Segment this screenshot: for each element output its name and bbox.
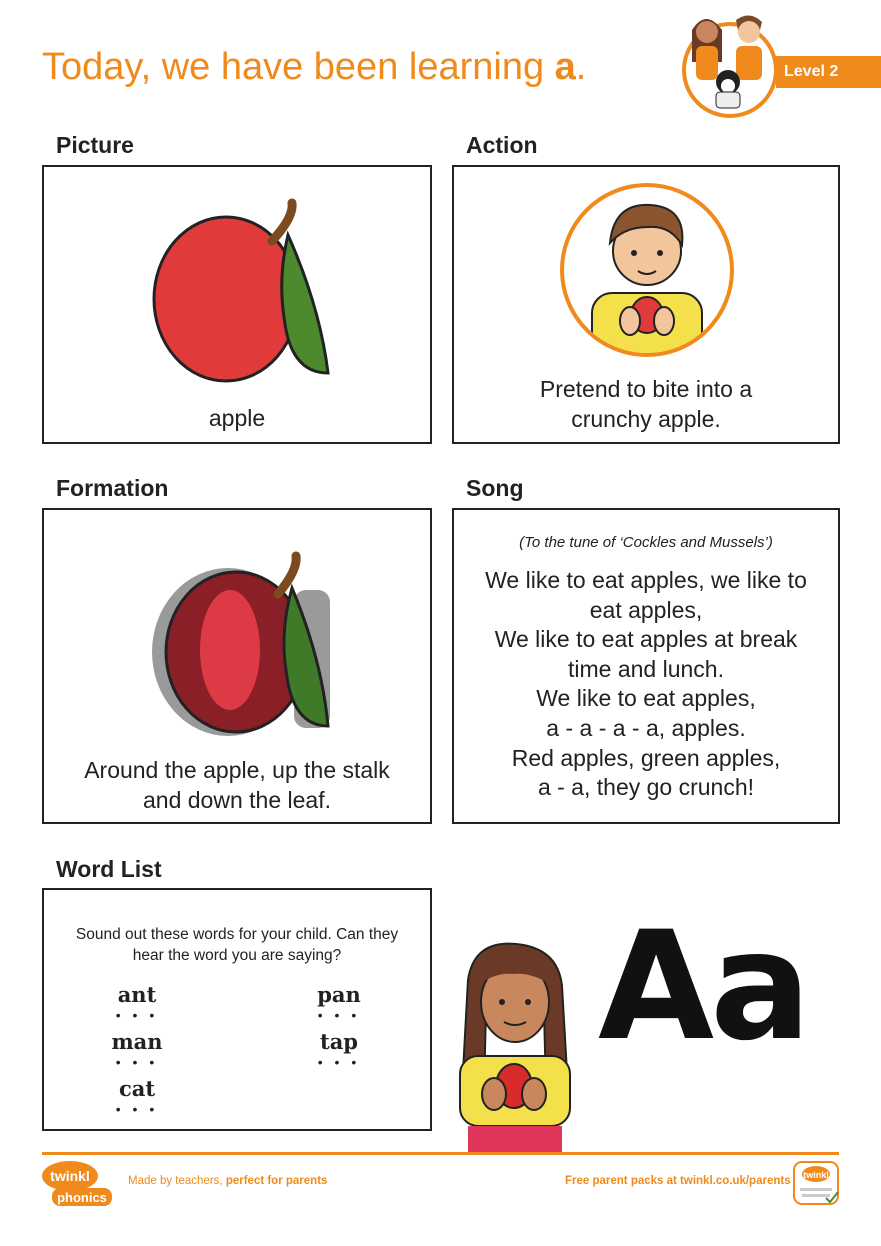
word-man: man [111,1029,163,1054]
picture-label: Picture [56,132,134,158]
footer-divider [42,1152,839,1155]
formation-label: Formation [56,475,169,501]
word-list-label: Word List [56,856,162,882]
svg-text:twinkl: twinkl [50,1168,90,1184]
picture-caption: apple [208,405,266,431]
word-pan: pan [317,982,361,1007]
formation-caption-line-1: Around the apple, up the stalk [84,757,390,783]
boy-eating-apple-icon [558,181,736,359]
sound-dots: • • • [317,1054,361,1070]
twinkl-phonics-logo [42,1160,114,1208]
sound-dots: • • • [317,1007,361,1023]
word-cat: cat [118,1076,156,1101]
formation-card [42,508,432,824]
word-ant: ant [117,982,157,1007]
song-line: time and lunch. [568,655,724,682]
song-label: Song [466,475,524,501]
word-tap: tap [320,1029,358,1054]
letter-a-formation-icon [144,550,344,740]
word-list-card [42,888,432,1131]
word-list-intro: Sound out these words for your child. Can they hear the word you are saying? [75,926,399,964]
picture-card [42,165,432,444]
song-line: We like to eat apples, we like to [485,567,807,593]
song-line: Red apples, green apples, [511,744,781,771]
level-badge: Level 2 [776,56,881,88]
song-lyrics [464,566,828,803]
apple-icon [144,197,334,387]
song-tune-note: (To the tune of ‘Cockles and Mussels’) [519,534,773,551]
song-line: We like to eat apples at break [494,626,798,653]
sound-dots: • • • [115,1007,159,1023]
song-line: a - a, they go crunch! [537,774,755,801]
girl-with-apple-icon [450,940,580,1152]
song-line: a - a - a - a, apples. [546,714,746,741]
quality-standard-badge [792,1160,840,1206]
song-line: We like to eat apples, [536,685,756,712]
footer-made-by: Made by teachers, perfect for parents [128,1175,328,1187]
action-label: Action [466,132,538,158]
action-card [452,165,840,444]
song-line: eat apples, [589,596,703,623]
footer-parent-packs: Free parent packs at twinkl.co.uk/parents [565,1175,791,1187]
page-title: Today, we have been learning a. [42,46,587,88]
action-caption-line-1: Pretend to bite into a [539,376,753,402]
formation-caption-line-2: and down the leaf. [143,787,331,813]
sound-dots: • • • [115,1054,159,1070]
action-caption-line-2: crunchy apple. [571,406,721,432]
big-letter-aa: Aa [598,900,808,1074]
sound-dots: • • • [115,1101,159,1117]
children-mascot-logo [680,6,780,118]
svg-text:twinkl: twinkl [803,1170,829,1180]
svg-text:phonics: phonics [57,1190,107,1205]
song-card [452,508,840,824]
